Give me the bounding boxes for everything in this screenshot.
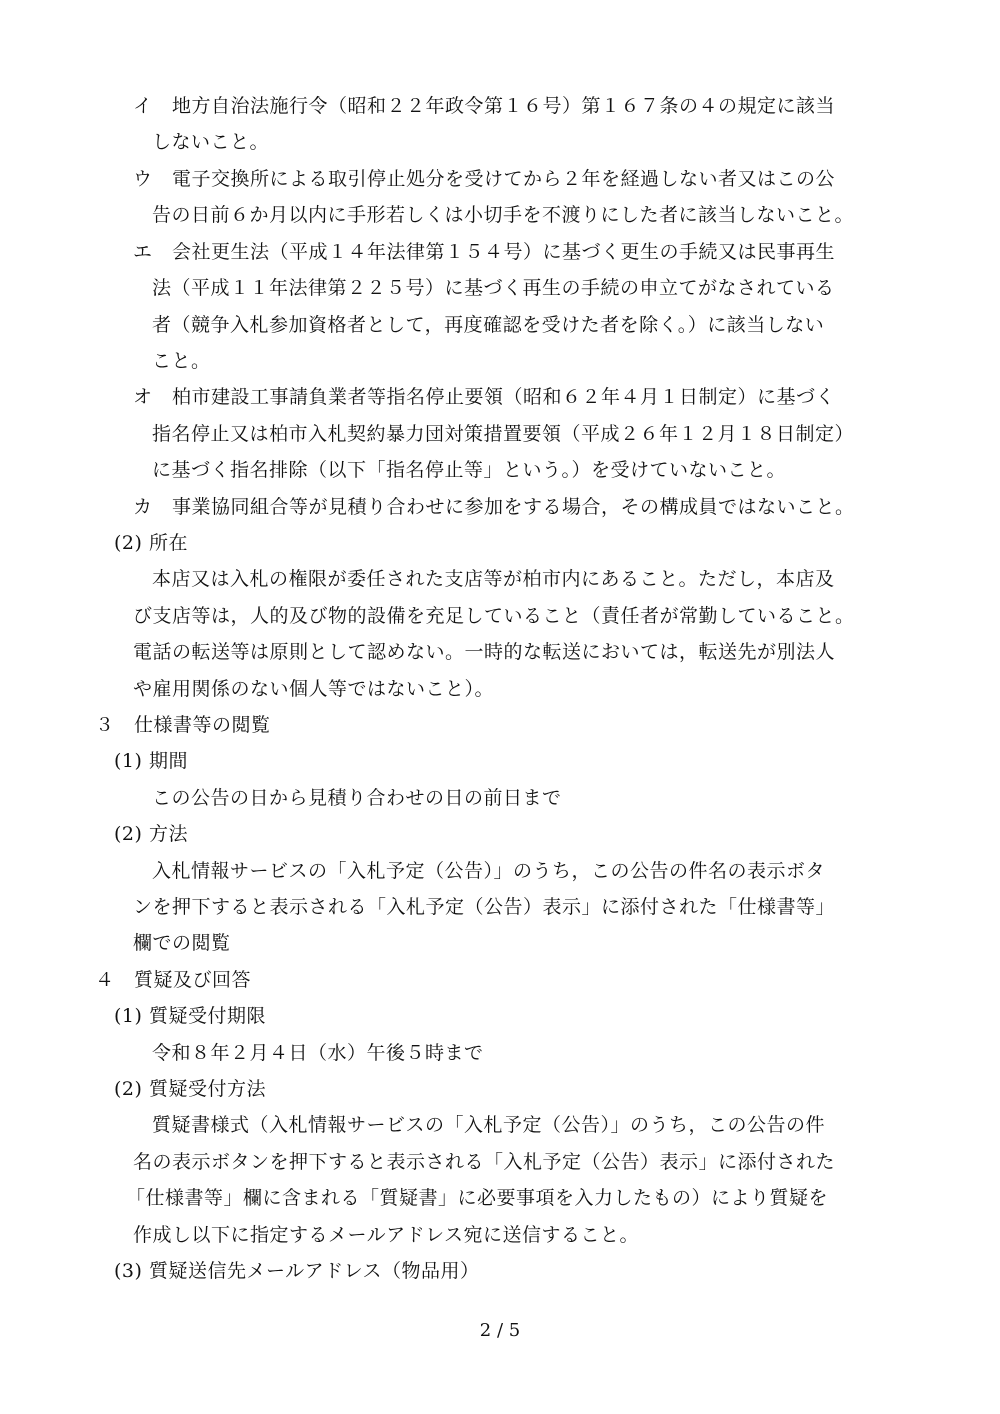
text-line: 質疑書様式（入札情報サービスの「入札予定（公告）」のうち，この公告の件 — [152, 1114, 826, 1136]
text-line: 入札情報サービスの「入札予定（公告）」のうち，この公告の件名の表示ボタ — [152, 860, 826, 882]
text-line: こと。 — [152, 350, 211, 372]
text-line: ウ 電子交換所による取引停止処分を受けてから２年を経過しない者又はこの公 — [133, 168, 836, 190]
section-heading: ４ 質疑及び回答 — [95, 969, 252, 991]
text-line: や雇用関係のない個人等ではないこと）。 — [133, 678, 495, 700]
text-line: 本店又は入札の権限が委任された支店等が柏市内にあること。ただし，本店及 — [152, 568, 835, 590]
section-heading: (3) 質疑送信先メールアドレス（物品用） — [114, 1260, 480, 1282]
text-line: 電話の転送等は原則として認めない。一時的な転送においては，転送先が別法人 — [133, 641, 836, 663]
text-line: 作成し以下に指定するメールアドレス宛に送信すること。 — [133, 1224, 640, 1246]
text-line: エ 会社更生法（平成１４年法律第１５４号）に基づく更生の手続又は民事再生 — [133, 241, 836, 263]
text-line: 名の表示ボタンを押下すると表示される「入札予定（公告）表示」に添付された — [133, 1151, 836, 1173]
text-line: 「仕様書等」欄に含まれる「質疑書」に必要事項を入力したもの）により質疑を — [126, 1187, 829, 1209]
text-line: イ 地方自治法施行令（昭和２２年政令第１６号）第１６７条の４の規定に該当 — [133, 95, 836, 117]
text-line: 告の日前６か月以内に手形若しくは小切手を不渡りにした者に該当しないこと。 — [152, 204, 855, 226]
section-heading: (2) 質疑受付方法 — [114, 1078, 266, 1100]
text-line: に基づく指名排除（以下「指名停止等」という。）を受けていないこと。 — [152, 459, 787, 481]
section-heading: (2) 方法 — [114, 823, 188, 845]
text-line: 者（競争入札参加資格者として，再度確認を受けた者を除く。）に該当しない — [152, 314, 825, 336]
text-line: しないこと。 — [152, 131, 270, 153]
section-heading: ３ 仕様書等の閲覧 — [95, 714, 271, 736]
text-line: 令和８年２月４日（水）午後５時まで — [152, 1042, 484, 1064]
text-line: 指名停止又は柏市入札契約暴力団対策措置要領（平成２６年１２月１８日制定） — [152, 423, 855, 445]
text-line: 欄での閲覧 — [133, 932, 231, 954]
text-line: び支店等は，人的及び物的設備を充足していること（責任者が常勤していること。 — [133, 605, 855, 627]
section-heading: (1) 期間 — [114, 750, 188, 772]
text-line: オ 柏市建設工事請負業者等指名停止要領（昭和６２年４月１日制定）に基づく — [133, 386, 836, 408]
section-heading: (1) 質疑受付期限 — [114, 1005, 266, 1027]
page-number: 2 / 5 — [479, 1320, 521, 1341]
text-line: ンを押下すると表示される「入札予定（公告）表示」に添付された「仕様書等」 — [133, 896, 836, 918]
text-line: カ 事業協同組合等が見積り合わせに参加をする場合，その構成員ではないこと。 — [133, 496, 855, 518]
text-line: 法（平成１１年法律第２２５号）に基づく再生の手続の申立てがなされている — [152, 277, 835, 299]
section-heading: (2) 所在 — [114, 532, 188, 554]
text-line: この公告の日から見積り合わせの日の前日まで — [152, 787, 562, 809]
